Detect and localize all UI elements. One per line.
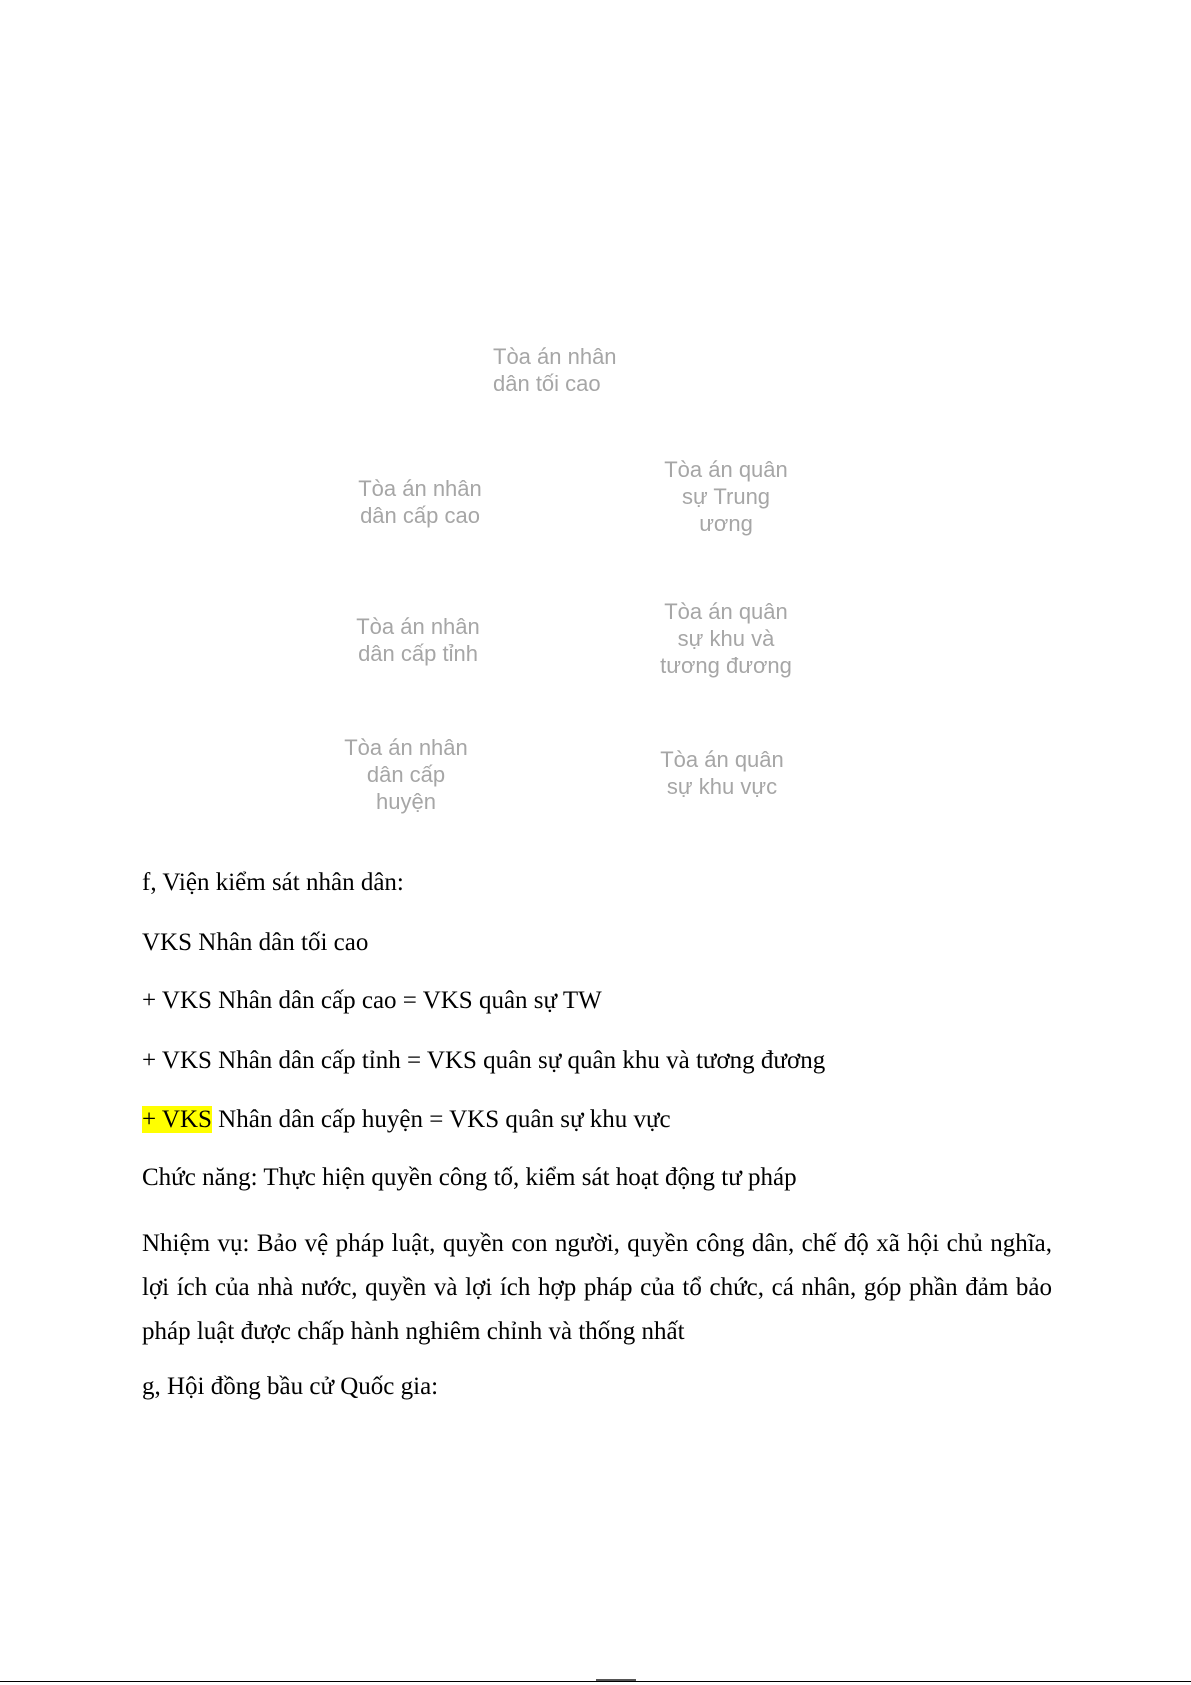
duty-paragraph: Nhiệm vụ: Bảo vệ pháp luật, quyền con người, quyền công dân, chế độ xã hội chủ nghĩa, lợi ích của nhà nước, quyền và lợi ích hợp pháp của tổ chức, cá nhân, góp phần đảm bảo pháp luật được chấp hành nghiêm chỉnh và thống nhất: [142, 1230, 1052, 1345]
vks-provincial-line: + VKS Nhân dân cấp tỉnh = VKS quân sự quân khu và tương đương: [142, 1047, 826, 1074]
diagram-node-provincial-peoples-court: Tòa án nhân dân cấp tỉnh: [356, 614, 480, 666]
diagram-node-district-peoples-court: Tòa án nhân dân cấp huyện: [344, 735, 468, 814]
vks-supreme-line: VKS Nhân dân tối cao: [142, 929, 369, 956]
section-heading-g: g, Hội đồng bầu cử Quốc gia:: [142, 1373, 439, 1400]
page-bottom-mark: [596, 1679, 636, 1681]
highlighted-text: + VKS: [142, 1106, 212, 1133]
function-line: Chức năng: Thực hiện quyền công tố, kiểm sát hoạt động tư pháp: [142, 1164, 797, 1191]
page-bottom-rule: [0, 1681, 1191, 1682]
diagram-node-supreme-peoples-court: Tòa án nhân dân tối cao: [493, 344, 617, 396]
vks-district-rest: Nhân dân cấp huyện = VKS quân sự khu vực: [211, 1106, 671, 1133]
diagram-node-military-zone-court: Tòa án quân sự khu và tương đương: [660, 599, 792, 678]
vks-district-line: [142, 1105, 671, 1135]
diagram-node-central-military-court: Tòa án quân sự Trung ương: [664, 457, 788, 536]
section-heading-f: f, Viện kiểm sát nhân dân:: [142, 869, 404, 896]
diagram-node-regional-military-court: Tòa án quân sự khu vực: [660, 747, 784, 799]
diagram-node-high-peoples-court: Tòa án nhân dân cấp cao: [358, 476, 482, 528]
vks-high-line: + VKS Nhân dân cấp cao = VKS quân sự TW: [142, 987, 602, 1014]
